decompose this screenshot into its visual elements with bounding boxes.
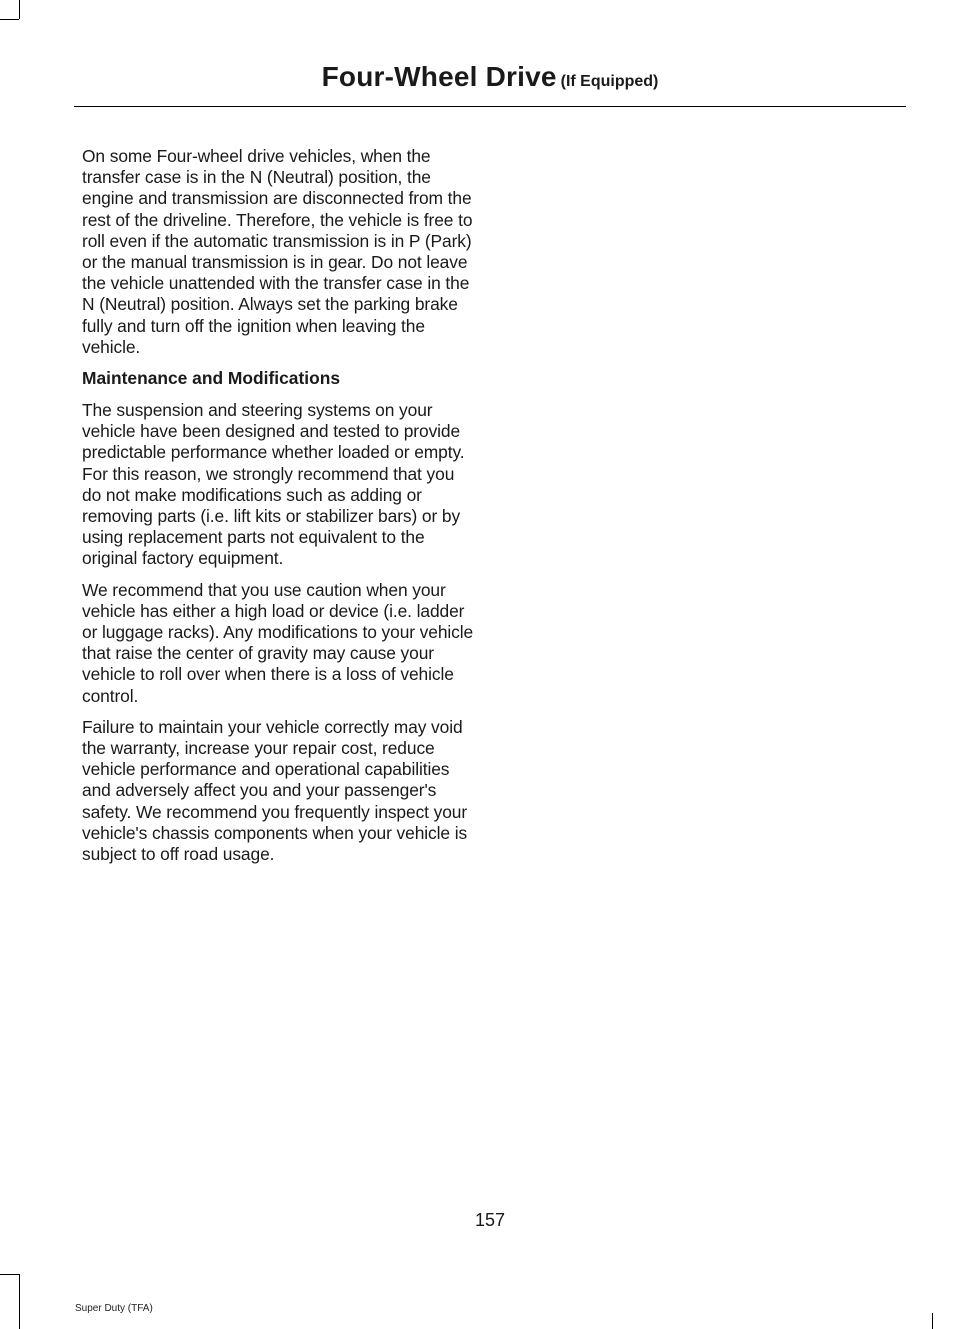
paragraph-suspension: The suspension and steering systems on your vehicle have been designed and tested to provide predictable performance whether loaded or empty. For this reason, we strongly recommend that you do not make modifications such as adding or removing parts (i.e. lift kits or stabilizer bars) or by using replacement parts not equivalent to the original factory equipment. <box>82 400 465 569</box>
section-heading: Maintenance and Modifications <box>82 368 340 389</box>
page-number: 157 <box>474 1210 506 1230</box>
paragraph-caution: We recommend that you use caution when your vehicle has either a high load or device (i.e. ladder or luggage racks). Any modifications to your vehicle that raise the center of gravity may cause your vehicle to roll over when there is a loss of vehicle control. <box>82 579 474 706</box>
page-subtitle: (If Equipped) <box>560 73 659 90</box>
crop-mark-top-left-vertical <box>19 0 20 19</box>
crop-mark-bottom-right-vertical <box>932 1313 933 1329</box>
manual-name: Super Duty (TFA) <box>75 1303 153 1314</box>
crop-mark-top-left-horizontal <box>0 19 19 20</box>
crop-mark-bottom-left-horizontal <box>0 1274 19 1275</box>
page-header <box>74 52 906 107</box>
paragraph-maintenance: Failure to maintain your vehicle correctly may void the warranty, increase your repair cost, reduce vehicle performance and operational capabilities and adversely affect you and your passenger's safety. We recommend you frequently inspect your vehicle's chassis components when your vehicle is subject to off road usage. <box>82 716 468 865</box>
main-column <box>82 146 474 875</box>
page-title: Four-Wheel Drive <box>321 61 557 92</box>
crop-mark-bottom-left-vertical <box>19 1274 20 1329</box>
paragraph-neutral-warning: On some Four-wheel drive vehicles, when the transfer case is in the N (Neutral) position, the engine and transmission are disconnected from the rest of the driveline. Therefore, the vehicle is free to roll even if the automatic transmission is in P (Park) or the manual transmission is in gear. Do not leave the vehicle unattended with the transfer case in the N (Neutral) position. Always set the parking brake fully and turn off the ignition when leaving the vehicle. <box>82 146 473 357</box>
